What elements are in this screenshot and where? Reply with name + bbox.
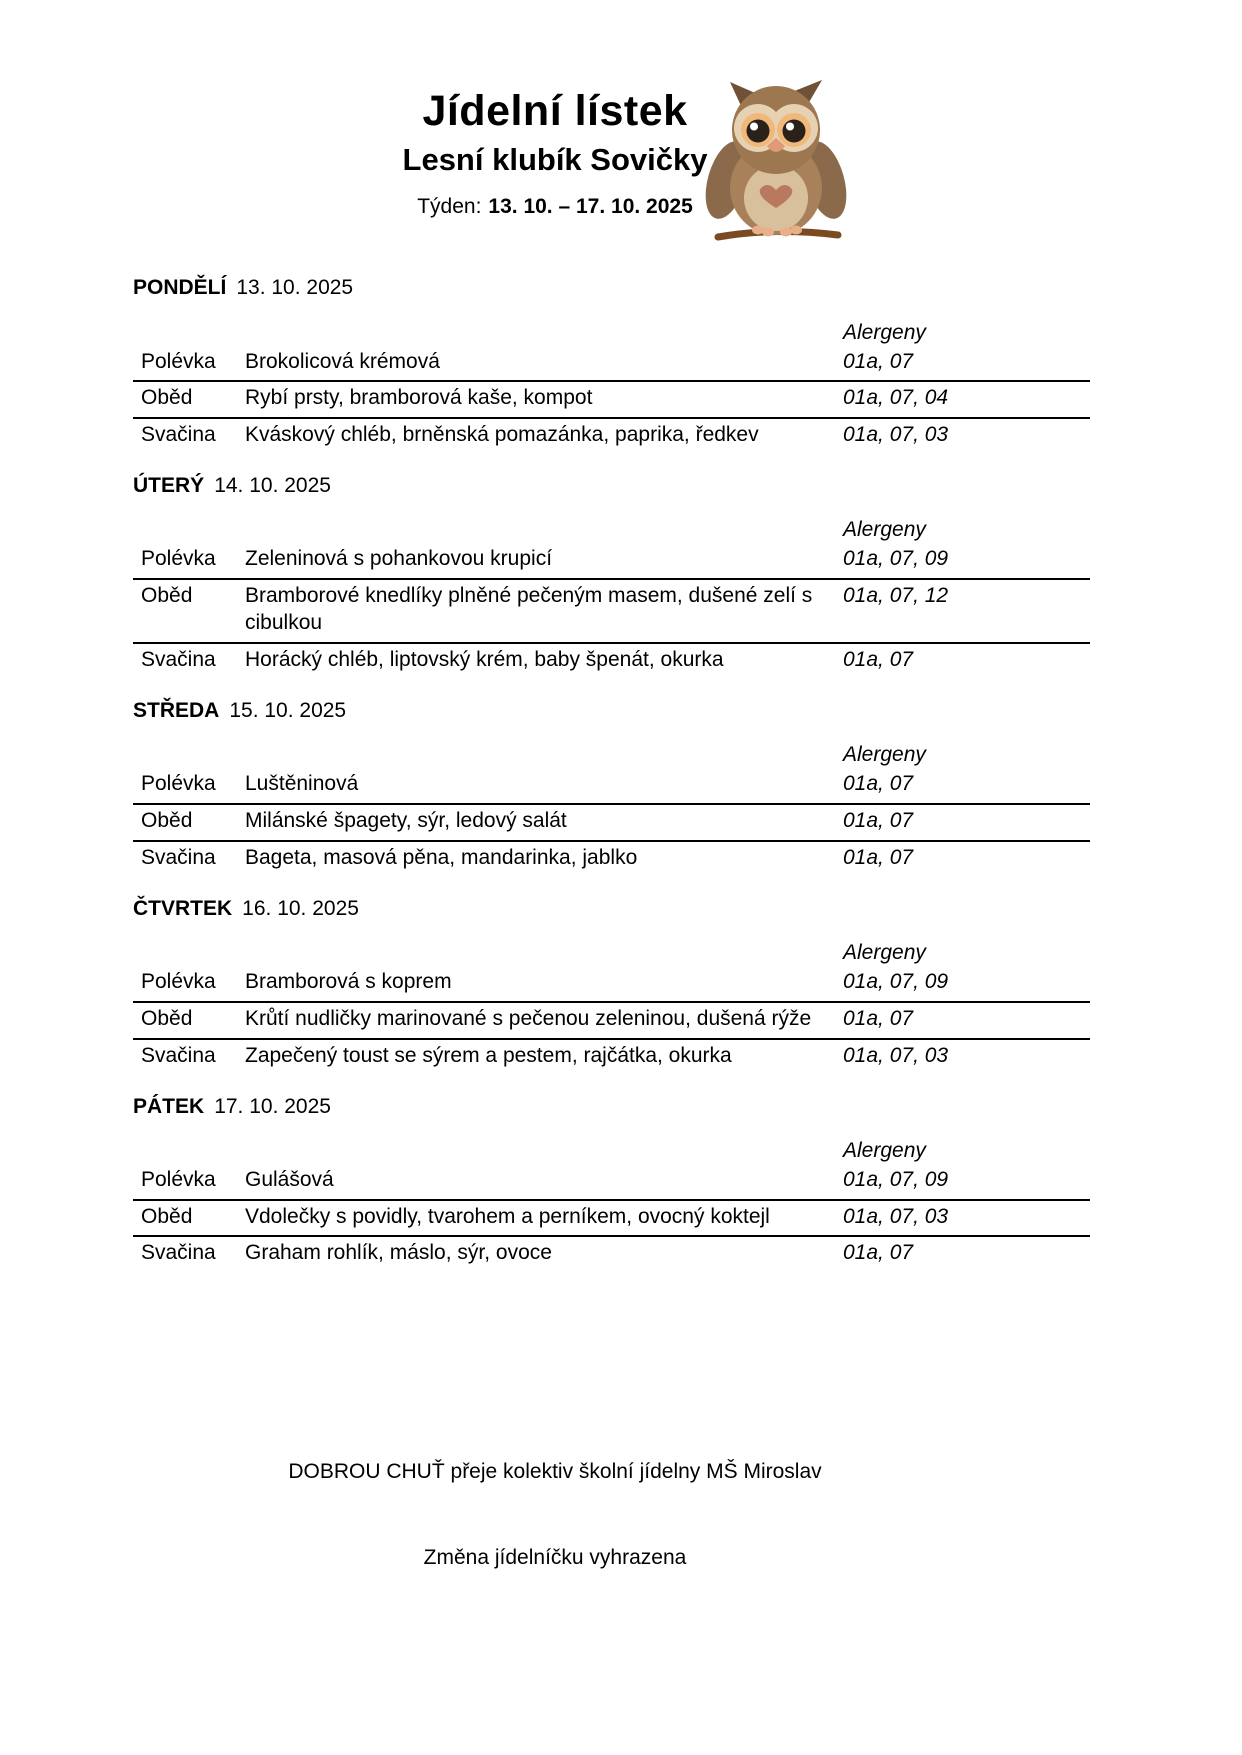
table-row-snack	[133, 418, 1090, 454]
week-line	[0, 195, 1110, 219]
day-date: 14. 10. 2025	[214, 474, 331, 498]
day-name: ČTVRTEK	[133, 896, 233, 920]
table-row-soup	[133, 1164, 1090, 1200]
meal-description: Brokolicová krémová	[245, 349, 440, 373]
table-row-snack	[133, 1236, 1090, 1272]
menu-change-note: Změna jídelníčku vyhrazena	[423, 1546, 687, 1570]
table-row-soup	[133, 966, 1090, 1002]
meal-type: Svačina	[133, 418, 245, 454]
meal-description: Luštěninová	[245, 772, 359, 796]
menu-table	[133, 743, 1090, 877]
empty-header-cell	[245, 321, 843, 346]
allergens-header: Alergeny	[843, 518, 926, 542]
meal-type: Svačina	[133, 1039, 245, 1075]
meal-allergens: 01a, 07	[843, 1002, 1090, 1039]
empty-header-cell	[245, 743, 843, 768]
day-section-monday	[133, 275, 1090, 454]
meal-description: Horácký chléb, liptovský krém, baby špenát, okurka	[245, 643, 843, 679]
meal-description: Krůtí nudličky marinované s pečenou zeleninou, dušená rýže	[245, 1002, 843, 1039]
meal-description: Bageta, masová pěna, mandarinka, jablko	[245, 841, 843, 877]
day-section-friday	[133, 1094, 1090, 1273]
meal-allergens: 01a, 07, 04	[843, 381, 1090, 418]
table-row-snack	[133, 841, 1090, 877]
bon-appetit-line: DOBROU CHUŤ přeje kolektiv školní jídelny MŠ Miroslav	[288, 1460, 822, 1484]
day-date: 13. 10. 2025	[236, 276, 354, 300]
table-row-soup	[133, 346, 1090, 382]
meal-description: Graham rohlík, máslo, sýr, ovoce	[245, 1236, 843, 1272]
day-name: PONDĚLÍ	[133, 276, 227, 300]
meal-type: Oběd	[133, 381, 245, 418]
allergens-header-row	[133, 1139, 1090, 1164]
day-name: STŘEDA	[133, 698, 220, 722]
allergens-header-row	[133, 941, 1090, 966]
meal-allergens: 01a, 07, 03	[843, 418, 1090, 454]
day-section-tuesday	[133, 473, 1090, 679]
meal-allergens: 01a, 07	[843, 841, 1090, 877]
menu-table	[133, 321, 1090, 455]
table-row-lunch	[133, 579, 1090, 643]
meal-type: Oběd	[133, 804, 245, 841]
week-range: 13. 10. – 17. 10. 2025	[488, 195, 693, 219]
meal-allergens: 01a, 07	[843, 643, 1090, 679]
empty-header-cell	[133, 321, 245, 346]
meal-description: Milánské špagety, sýr, ledový salát	[245, 804, 843, 841]
table-row-snack	[133, 1039, 1090, 1075]
table-row-soup	[133, 768, 1090, 804]
meal-type: Polévka	[141, 969, 216, 993]
meal-type: Oběd	[133, 1002, 245, 1039]
meal-allergens: 01a, 07	[843, 804, 1090, 841]
owl-mascot-icon	[702, 78, 852, 248]
page-footer	[0, 1460, 1110, 1570]
meal-description: Bramborová s koprem	[245, 969, 452, 993]
meal-allergens: 01a, 07	[843, 772, 914, 796]
meal-type: Oběd	[133, 1200, 245, 1237]
meal-allergens: 01a, 07, 12	[843, 579, 1090, 643]
day-heading	[133, 473, 1090, 498]
day-name: PÁTEK	[133, 1094, 205, 1118]
day-sections	[133, 275, 1090, 1272]
meal-description: Kváskový chléb, brněnská pomazánka, paprika, ředkev	[245, 418, 843, 454]
meal-description: Gulášová	[245, 1167, 334, 1191]
meal-allergens: 01a, 07	[843, 1236, 1090, 1272]
table-row-lunch	[133, 1200, 1090, 1237]
meal-type: Polévka	[141, 772, 216, 796]
day-date: 16. 10. 2025	[242, 896, 359, 920]
page-title: Jídelní lístek	[422, 87, 688, 135]
allergens-header-row	[133, 518, 1090, 543]
meal-description: Zapečený toust se sýrem a pestem, rajčátka, okurka	[245, 1039, 843, 1075]
table-row-lunch	[133, 804, 1090, 841]
table-row-lunch	[133, 1002, 1090, 1039]
day-heading	[133, 1094, 1090, 1119]
meal-allergens: 01a, 07, 09	[843, 969, 949, 993]
meal-allergens: 01a, 07, 09	[843, 547, 949, 571]
table-row-soup	[133, 543, 1090, 579]
day-date: 17. 10. 2025	[214, 1094, 331, 1118]
page-subtitle: Lesní klubík Sovičky	[402, 142, 708, 178]
table-row-snack	[133, 643, 1090, 679]
meal-description: Vdolečky s povidly, tvarohem a perníkem, ovocný koktejl	[245, 1200, 843, 1237]
meal-description: Zeleninová s pohankovou krupicí	[245, 547, 553, 571]
day-heading	[133, 698, 1090, 723]
day-section-wednesday	[133, 698, 1090, 877]
day-heading	[133, 896, 1090, 921]
table-row-lunch	[133, 381, 1090, 418]
meal-allergens: 01a, 07, 03	[843, 1200, 1090, 1237]
meal-description: Rybí prsty, bramborová kaše, kompot	[245, 381, 843, 418]
empty-header-cell	[245, 941, 843, 966]
empty-header-cell	[245, 518, 843, 543]
meal-type: Svačina	[133, 643, 245, 679]
meal-type: Polévka	[141, 547, 216, 571]
meal-type: Polévka	[141, 1167, 216, 1191]
day-section-thursday	[133, 896, 1090, 1075]
allergens-header-row	[133, 743, 1090, 768]
meal-allergens: 01a, 07	[843, 349, 914, 373]
meal-type: Svačina	[133, 841, 245, 877]
meal-description: Bramborové knedlíky plněné pečeným masem, dušené zelí s cibulkou	[245, 579, 843, 643]
meal-type: Polévka	[141, 349, 216, 373]
menu-table	[133, 518, 1090, 679]
allergens-header: Alergeny	[843, 743, 926, 767]
meal-allergens: 01a, 07, 03	[843, 1039, 1090, 1075]
allergens-header: Alergeny	[843, 320, 926, 344]
meal-type: Oběd	[133, 579, 245, 643]
empty-header-cell	[133, 518, 245, 543]
menu-table	[133, 941, 1090, 1075]
allergens-header: Alergeny	[843, 1138, 926, 1162]
day-heading	[133, 275, 1090, 300]
day-name: ÚTERÝ	[133, 474, 205, 498]
day-date: 15. 10. 2025	[229, 698, 347, 722]
page-header	[0, 0, 1110, 219]
meal-allergens: 01a, 07, 09	[843, 1167, 949, 1191]
allergens-header: Alergeny	[843, 940, 926, 964]
empty-header-cell	[133, 941, 245, 966]
empty-header-cell	[133, 743, 245, 768]
meal-type: Svačina	[133, 1236, 245, 1272]
menu-table	[133, 1139, 1090, 1273]
week-label: Týden:	[417, 195, 482, 219]
allergens-header-row	[133, 321, 1090, 346]
empty-header-cell	[245, 1139, 843, 1164]
empty-header-cell	[133, 1139, 245, 1164]
